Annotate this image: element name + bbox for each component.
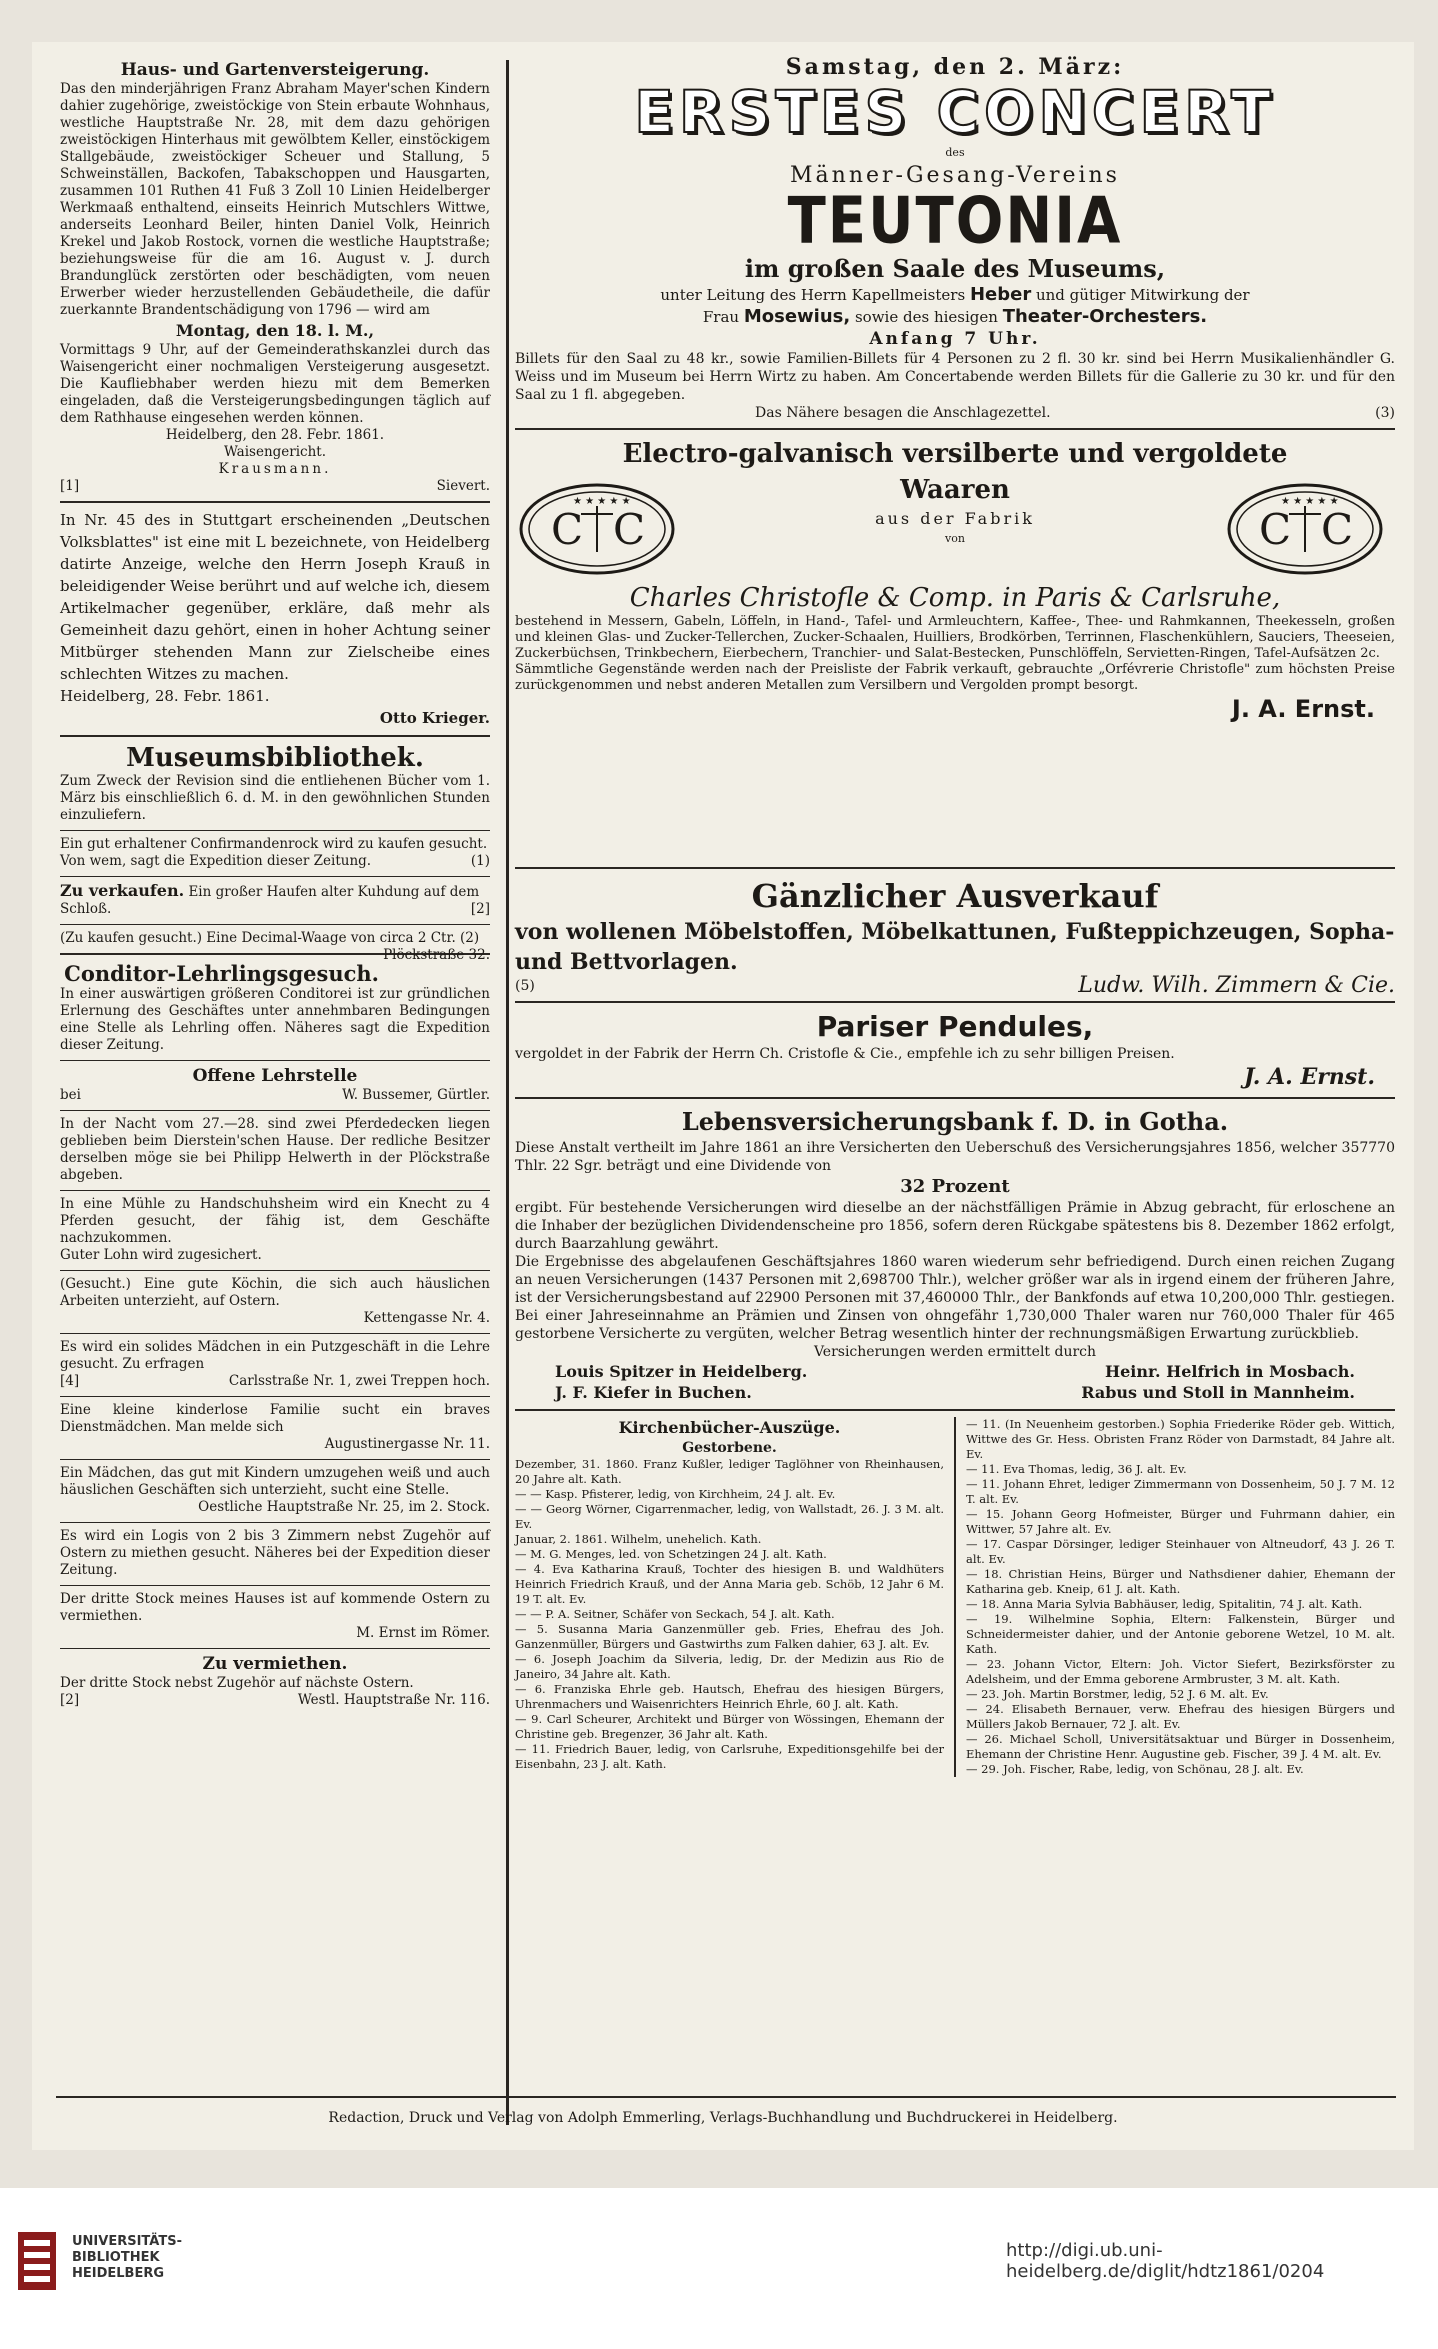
sale-body: Ein großer Haufen alter Kuhdung auf dem Schloß. bbox=[60, 884, 480, 917]
library-bar bbox=[0, 2188, 1438, 2349]
svg-text:C: C bbox=[1321, 505, 1354, 554]
rent-title: Zu vermiethen. bbox=[202, 1654, 348, 1674]
concert-start: Anfang 7 Uhr. bbox=[869, 329, 1041, 349]
conditor-notice bbox=[60, 961, 490, 1054]
footer-rule bbox=[56, 2096, 1396, 2098]
auction-court: Waisengericht. bbox=[223, 444, 327, 460]
library-name bbox=[72, 2234, 182, 2282]
auction-date: Montag, den 18. l. M., bbox=[175, 321, 375, 340]
christofle-signer: J. A. Ernst. bbox=[1231, 695, 1375, 723]
concert-date: Samstag, den 2. März: bbox=[785, 54, 1125, 80]
svg-text:★ ★ ★ ★ ★: ★ ★ ★ ★ ★ bbox=[573, 496, 631, 507]
pendules-ad bbox=[515, 1009, 1395, 1091]
insurance-body-2: ergibt. Für bestehende Versicherungen wird dieselbe an der nächstfälligen Prämie in Abzug gebracht, für erloschene an die Inhaber der bezüglichen Dividendenscheine pro 1856, sofern deren Rückgabe spätestens bis 8. Dezember 1862 erfolgt, durch Baarzahlung gewährt. bbox=[515, 1200, 1395, 1252]
apprentice-title: Offene Lehrstelle bbox=[192, 1066, 358, 1086]
concert-heber: Heber bbox=[969, 284, 1032, 305]
record-entry: — — Georg Wörner, Cigarrenmacher, ledig, von Wallstadt, 26. J. 3 M. alt. Ev. bbox=[515, 1502, 944, 1531]
agent-helfrich: Heinr. Helfrich in Mosbach. bbox=[1105, 1362, 1355, 1381]
svg-text:C: C bbox=[551, 505, 584, 554]
record-entry: — 9. Carl Scheurer, Architekt und Bürger von Wössingen, Ehemann der Christine geb. Bregenzer, 36 Jahr alt. Kath. bbox=[515, 1712, 944, 1741]
girl-1-body: Es wird ein solides Mädchen in ein Putzgeschäft in die Lehre gesucht. Zu erfragen bbox=[60, 1339, 490, 1372]
girl-1-num: [4] bbox=[60, 1373, 80, 1389]
clearance-num: (5) bbox=[515, 978, 535, 994]
record-entry: — 23. Joh. Martin Borstmer, ledig, 52 J. 6 M. alt. Ev. bbox=[966, 1687, 1269, 1701]
lodging-notice: Es wird ein Logis von 2 bis 3 Zimmern nebst Zugehör auf Ostern zu miethen gesucht. Näheres bei der Expedition dieser Zeitung. bbox=[60, 1528, 490, 1578]
auction-body: Das den minderjährigen Franz Abraham Mayer'schen Kindern dahier zugehörige, zweistöckige von Stein erbaute Wohnhaus, westliche Hauptstraße Nr. 28, mit dem dazu gehörigen zweistöckigen Hinterhaus mit gewölbtem Keller, einstöckigem Stallgebäude, zweistöckiger Scheuer und Stallung, 5 Schweinställen, Backofen, Tabakschoppen und Hausgarten, zusammen 101 Ruthen 41 Fuß 3 Zoll 10 Linien Heidelberger Werkmaaß enthaltend, einseits Heinrich Mutschlers Wittwe, anderseits Leonhard Beiler, hinten Daniel Volk, Heinrich Krekel und Jakob Rostock, vornen die westliche Hauptstraße; beziehungsweise für die am 16. August v. J. durch Brandunglück zerstörten oder beschädigten, vom neuen Erwerber wieder herzustellenden Gebäudetheile, die dafür zuerkannte Brandentschädigung von 1796 — wird am bbox=[60, 81, 490, 318]
scale-addr: Plöckstraße 32. bbox=[383, 947, 490, 963]
auction-notice bbox=[60, 60, 490, 495]
scale-notice bbox=[60, 930, 490, 963]
museum-title: Museumsbibliothek. bbox=[126, 743, 424, 773]
concert-num: (3) bbox=[1375, 405, 1395, 421]
apprentice-at: bei bbox=[60, 1087, 81, 1103]
girl-notice-1 bbox=[60, 1339, 490, 1390]
library-logo bbox=[16, 2230, 58, 2292]
church-records-left bbox=[515, 1417, 944, 1777]
farmhand-body-2: Guter Lohn wird zugesichert. bbox=[60, 1247, 262, 1263]
krieger-place: Heidelberg, 28. Febr. 1861. bbox=[60, 687, 270, 705]
krieger-notice bbox=[60, 509, 490, 729]
auction-body-2: Vormittags 9 Uhr, auf der Gemeinderathskanzlei durch das Waisengericht einer nochmaligen Versteigerung ausgesetzt. Die Kaufliebhaber werden hiezu mit dem Bemerken eingeladen, daß die Versteigerungsbedingungen täglich auf dem Rathhause eingesehen werden können. bbox=[60, 342, 490, 426]
farmhand-notice bbox=[60, 1196, 490, 1264]
floor-body: Der dritte Stock meines Hauses ist auf kommende Ostern zu vermiethen. bbox=[60, 1591, 490, 1624]
church-divider bbox=[954, 1417, 956, 1777]
clearance-title: Gänzlicher Ausverkauf bbox=[751, 877, 1159, 915]
clearance-sub: von wollenen Möbelstoffen, Möbelkattunen, Fußteppichzeugen, Sopha- und Bettvorlagen. bbox=[515, 919, 1395, 975]
rent-addr: Westl. Hauptstraße Nr. 116. bbox=[297, 1692, 490, 1708]
concert-place: im großen Saale des Museums, bbox=[744, 254, 1166, 283]
krieger-body: In Nr. 45 des in Stuttgart erscheinenden „Deutschen Volksblattes" ist eine mit L bezeichnete, von Heidelberg datirte Anzeige, welche den Herrn Joseph Krauß in beleidigender Weise berührt und auf welche ich, diesem Artikelmacher gegenüber, erkläre, daß mehr als Gemeinheit dazu gehört, einen in hoher Achtung seiner Mitbürger stehenden Mann zur Zielscheibe eines schlechten Witzes zu machen. bbox=[60, 511, 490, 683]
insurance-ad bbox=[515, 1105, 1395, 1403]
svg-text:★ ★ ★ ★ ★: ★ ★ ★ ★ ★ bbox=[1281, 496, 1339, 507]
farmhand-body: In eine Mühle zu Handschuhsheim wird ein Knecht zu 4 Pferden gesucht, der fähig ist, dem Geschäfte nachzukommen. bbox=[60, 1196, 490, 1246]
record-entry: — 18. Anna Maria Sylvia Babhäuser, ledig, Spitalitin, 74 J. alt. Kath. bbox=[966, 1597, 1363, 1611]
auction-title: Haus- und Gartenversteigerung. bbox=[120, 60, 430, 80]
church-records-right bbox=[966, 1417, 1395, 1777]
concert-mosewius: Mosewius, bbox=[743, 306, 851, 327]
permalink[interactable]: http://digi.ub.uni-heidelberg.de/diglit/hdtz1861/0204 bbox=[1006, 2240, 1325, 2282]
girl-2-addr: Oestliche Hauptstraße Nr. 25, im 2. Stock. bbox=[198, 1499, 490, 1515]
record-entry: — 11. Johann Ehret, lediger Zimmermann von Dossenheim, 50 J. 7 M. 12 T. alt. Ev. bbox=[966, 1477, 1395, 1506]
auction-name: Krausmann. bbox=[218, 461, 332, 477]
record-entry: — 11. Eva Thomas, ledig, 36 J. alt. Ev. bbox=[966, 1462, 1187, 1476]
clearance-ad bbox=[515, 875, 1395, 998]
conditor-body: In einer auswärtigen größeren Conditorei ist zur gründlichen Erlernung des Geschäftes unter annehmbaren Bedingungen eine Stelle als Lehrling offen. Näheres sagt die Expedition dieser Zeitung. bbox=[60, 986, 490, 1053]
clearance-signer: Ludw. Wilh. Zimmern & Cie. bbox=[1078, 973, 1395, 998]
insurance-body-1: Diese Anstalt vertheilt im Jahre 1861 an ihre Versicherten den Ueberschuß des Versicherungsjahres 1856, welcher 357770 Thlr. 22 Sgr. beträgt und eine Dividende von bbox=[515, 1140, 1395, 1174]
record-entry: — 15. Johann Georg Hofmeister, Bürger und Fuhrmann dahier, ein Wittwer, 57 Jahre alt. Ev. bbox=[966, 1507, 1395, 1536]
insurance-title: Lebensversicherungsbank f. D. in Gotha. bbox=[681, 1107, 1229, 1136]
girl-notice-2 bbox=[60, 1465, 490, 1516]
confirm-body: Ein gut erhaltener Confirmandenrock wird zu kaufen gesucht. Von wem, sagt die Expedition dieser Zeitung. bbox=[60, 836, 488, 869]
record-entry: — 23. Johann Victor, Eltern: Joh. Victor Siefert, Bezirksförster zu Adelsheim, und der Emma geborene Armbruster, 3 M. alt. Kath. bbox=[966, 1657, 1395, 1686]
confirm-num: (1) bbox=[470, 853, 490, 869]
record-entry: — 29. Joh. Fischer, Rabe, ledig, von Schönau, 28 J. alt. Ev. bbox=[966, 1762, 1304, 1776]
horse-blankets-notice: In der Nacht vom 27.—28. sind zwei Pferdedecken liegen geblieben beim Dierstein'schen Hause. Der redliche Besitzer derselben möge sie bei Philipp Helwerth in der Plöckstraße abgeben. bbox=[60, 1116, 490, 1183]
rent-body: Der dritte Stock nebst Zugehör auf nächste Ostern. bbox=[60, 1675, 414, 1691]
auction-num: [1] bbox=[60, 478, 80, 494]
christofle-body: bestehend in Messern, Gabeln, Löffeln, in Hand-, Tafel- und Armleuchtern, Kaffee-, Thee- und Rahmkannen, Theekesseln, großen und kleinen Glas- und Zucker-Tellerchen, Zucker-Schaalen, Huilliers, Brodkörben, Terrinnen, Flaschenkühlern, Sauciers, Theeseien, Zuckerbüchsen, Trinkbechern, Eierbechern, Tranchier- und Salat-Bestecken, Punschlöffeln, Servietten-Ringen, Tafel-Aufsätzen 2c. bbox=[515, 614, 1395, 661]
floor-notice bbox=[60, 1591, 490, 1642]
record-entry: — 11. Friedrich Bauer, ledig, von Carlsruhe, Expeditionsgehilfe bei der Eisenbahn, 23 J. alt. Kath. bbox=[515, 1742, 944, 1771]
concert-verein: Männer-Gesang-Vereins bbox=[790, 163, 1120, 188]
cook-notice bbox=[60, 1276, 490, 1327]
electro-von: von bbox=[945, 532, 965, 545]
maid-addr: Augustinergasse Nr. 11. bbox=[324, 1436, 490, 1452]
record-entry: Januar, 2. 1861. Wilhelm, unehelich. Kath. bbox=[515, 1532, 762, 1546]
christofle-logo-right bbox=[1225, 480, 1385, 578]
record-entry: — — P. A. Seitner, Schäfer von Seckach, 54 J. alt. Kath. bbox=[515, 1607, 835, 1621]
sale-head: Zu verkaufen. bbox=[60, 881, 185, 900]
record-entry: — 18. Christian Heins, Bürger und Nathsdiener dahier, Ehemann der Katharina geb. Kneip, 61 J. alt. Kath. bbox=[966, 1567, 1395, 1596]
right-column bbox=[515, 54, 1395, 1777]
electro-waaren: Waaren bbox=[900, 475, 1010, 505]
electro-title: Electro-galvanisch versilberte und vergoldete bbox=[622, 439, 1288, 469]
auction-signer: Sievert. bbox=[436, 478, 490, 494]
record-entry: — 11. (In Neuenheim gestorben.) Sophia Friederike Röder geb. Wittich, Wittwe des Gr. Hess. Obristen Franz Röder von Darmstadt, 84 Jahre alt. Ev. bbox=[966, 1417, 1395, 1461]
concert-line2b: sowie des hiesigen bbox=[854, 308, 998, 326]
pendules-body: vergoldet in der Fabrik der Herrn Ch. Cristofle & Cie., empfehle ich zu sehr billigen Preisen. bbox=[515, 1046, 1175, 1062]
cook-addr: Kettengasse Nr. 4. bbox=[363, 1310, 490, 1326]
library-name-3: HEIDELBERG bbox=[72, 2266, 165, 2281]
concert-line1b: und gütiger Mitwirkung der bbox=[1035, 286, 1250, 304]
agent-spitzer: Louis Spitzer in Heidelberg. bbox=[555, 1362, 808, 1381]
floor-signer: M. Ernst im Römer. bbox=[356, 1625, 490, 1641]
krieger-signer: Otto Krieger. bbox=[379, 709, 490, 727]
maid-body: Eine kleine kinderlose Familie sucht ein braves Dienstmädchen. Man melde sich bbox=[60, 1402, 490, 1435]
scale-num: (2) bbox=[460, 930, 480, 946]
christofle-body-2: Sämmtliche Gegenstände werden nach der Preisliste der Fabrik verkauft, gebrauchte „Orfévrerie Christofle" zum höchsten Preise zurückgenommen und nebst anderen Metallen zum Versilbern und Vergolden prompt besorgt. bbox=[515, 662, 1395, 693]
record-entry: — 5. Susanna Maria Ganzenmüller geb. Fries, Ehefrau des Joh. Ganzenmüller, Bürgers und Gastwirths zum Falken dahier, 63 J. alt. Ev. bbox=[515, 1622, 944, 1651]
concert-ad bbox=[515, 54, 1395, 422]
left-column bbox=[60, 60, 490, 1715]
apprentice-notice bbox=[60, 1066, 490, 1104]
svg-text:C: C bbox=[613, 505, 646, 554]
record-entry: — 19. Wilhelmine Sophia, Eltern: Falkenstein, Bürger und Schneidermeister dahier, und der Antonie geborene Wetzel, 10 M. alt. Kath. bbox=[966, 1612, 1395, 1656]
maid-notice bbox=[60, 1402, 490, 1453]
cook-body: (Gesucht.) Eine gute Köchin, die sich auch häuslichen Arbeiten unterzieht, auf Ostern. bbox=[60, 1276, 490, 1309]
pendules-title: Pariser Pendules, bbox=[816, 1010, 1094, 1043]
girl-2-body: Ein Mädchen, das gut mit Kindern umzugehen weiß und auch häuslichen Geschäften sich unterzieht, sucht eine Stelle. bbox=[60, 1465, 490, 1498]
record-entry: — 6. Franziska Ehrle geb. Hautsch, Ehefrau des hiesigen Bürgers, Uhrenmachers und Waisenrichters Heinrich Ehrle, 60 J. alt. Kath. bbox=[515, 1682, 944, 1711]
museum-body: Zum Zweck der Revision sind die entliehenen Bücher vom 1. März bis einschließlich 6. d. M. in den gewöhnlichen Stunden einzuliefern. bbox=[60, 773, 490, 823]
concert-orchestra: Theater-Orchesters. bbox=[1002, 306, 1208, 327]
sale-notice bbox=[60, 882, 490, 918]
concert-title: ERSTES CONCERT bbox=[634, 78, 1276, 146]
scale-body: (Zu kaufen gesucht.) Eine Decimal-Waage von circa 2 Ctr. bbox=[60, 930, 456, 946]
column-divider bbox=[506, 60, 509, 2125]
record-entry: — 26. Michael Scholl, Universitätsaktuar und Bürger in Dossenheim, Ehemann der Christine Henr. Augustine geb. Fischer, 39 J. 4 M. alt. Ev. bbox=[966, 1732, 1395, 1761]
record-entry: — M. G. Menges, led. von Schetzingen 24 J. alt. Kath. bbox=[515, 1547, 827, 1561]
concert-details: Das Nähere besagen die Anschlagezettel. bbox=[755, 405, 1051, 421]
pendules-signer: J. A. Ernst. bbox=[1244, 1064, 1375, 1090]
apprentice-name: W. Bussemer, Gürtler. bbox=[342, 1087, 490, 1103]
concert-billets: Billets für den Saal zu 48 kr., sowie Familien-Billets für 4 Personen zu 2 fl. 30 kr. sind bei Herrn Musikalienhändler G. Weiss und im Museum bei Herrn Wirtz zu haben. Am Concertabende werden Billets für die Gallerie zu 30 kr. und für den Saal zu 1 fl. abgegeben. bbox=[515, 351, 1395, 403]
record-entry: — 24. Elisabeth Bernauer, verw. Ehefrau des hiesigen Bürgers und Müllers Jakob Bernauer, 72 J. alt. Ev. bbox=[966, 1702, 1395, 1731]
record-entry: Dezember, 31. 1860. Franz Kußler, lediger Taglöhner von Rheinhausen, 20 Jahre alt. Kath. bbox=[515, 1457, 944, 1486]
insurance-body-4: Versicherungen werden ermittelt durch bbox=[813, 1344, 1097, 1360]
conditor-title: Conditor-Lehrlingsgesuch. bbox=[64, 961, 379, 986]
svg-text:C: C bbox=[1259, 505, 1292, 554]
imprint: Redaction, Druck und Verlag von Adolph Emmerling, Verlags-Buchhandlung und Buchdruckerei in Heidelberg. bbox=[328, 2110, 1118, 2126]
museum-notice bbox=[60, 743, 490, 824]
record-entry: — 6. Joseph Joachim da Silveria, ledig, Dr. der Medizin aus Rio de Janeiro, 34 Jahre alt. Kath. bbox=[515, 1652, 944, 1681]
record-entry: — — Kasp. Pfisterer, ledig, von Kirchheim, 24 J. alt. Ev. bbox=[515, 1487, 836, 1501]
insurance-percent: 32 Prozent bbox=[900, 1176, 1010, 1197]
agent-rabus: Rabus und Stoll in Mannheim. bbox=[1081, 1383, 1355, 1402]
church-records bbox=[515, 1417, 1395, 1777]
girl-1-addr: Carlsstraße Nr. 1, zwei Treppen hoch. bbox=[228, 1373, 490, 1389]
christofle-firm: Charles Christofle & Comp. in Paris & Carlsruhe, bbox=[629, 583, 1281, 613]
library-name-2: BIBLIOTHEK bbox=[72, 2250, 160, 2265]
concert-line2a: Frau bbox=[702, 308, 740, 326]
church-title: Kirchenbücher-Auszüge. bbox=[618, 1418, 841, 1437]
church-list-left bbox=[515, 1457, 944, 1772]
library-name-1: UNIVERSITÄTS- bbox=[72, 2234, 182, 2249]
concert-line1a: unter Leitung des Herrn Kapellmeisters bbox=[660, 286, 966, 304]
concert-des: des bbox=[945, 146, 965, 159]
church-sub: Gestorbene. bbox=[682, 1440, 777, 1456]
agent-kiefer: J. F. Kiefer in Buchen. bbox=[555, 1383, 752, 1402]
record-entry: — 4. Eva Katharina Krauß, Tochter des hiesigen B. und Waldhüters Heinrich Friedrich Krauß, und der Anna Maria geb. Schöb, 12 Jahr 6 M. 19 T. alt. Ev. bbox=[515, 1562, 944, 1606]
rent-notice bbox=[60, 1654, 490, 1709]
sale-num: [2] bbox=[470, 901, 490, 917]
insurance-body-3: Die Ergebnisse des abgelaufenen Geschäftsjahres 1860 waren wiederum sehr befriedigend. Durch einen reichen Zugang an neuen Versicherungen (1437 Personen mit 2,698700 Thlr.), welcher größer war als in irgend einem der früheren Jahre, ist der Versicherungsbestand auf 22900 Personen mit 37,460000 Thlr., der Bankfonds auf etwa 10,200,000 Thlr. gestiegen. Bei einer Jahreseinnahme an Prämien und Zinsen von ohngefähr 1,730,000 Thaler waren nur 760,000 Thaler für 465 gestorbene Versicherte zu vergüten, welcher Betrag wesentlich hinter der rechnungsmäßigen Erwartung zurückblieb. bbox=[515, 1254, 1395, 1342]
electro-aus: aus der Fabrik bbox=[875, 509, 1035, 528]
christofle-logo-left bbox=[517, 480, 677, 578]
concert-teutonia: TEUTONIA bbox=[787, 184, 1123, 259]
rent-num: [2] bbox=[60, 1692, 80, 1708]
auction-place: Heidelberg, den 28. Febr. 1861. bbox=[165, 427, 385, 443]
confirm-notice bbox=[60, 836, 490, 870]
christofle-ad bbox=[515, 436, 1395, 861]
record-entry: — 17. Caspar Dörsinger, lediger Steinhauer von Altneudorf, 43 J. 26 T. alt. Ev. bbox=[966, 1537, 1395, 1566]
